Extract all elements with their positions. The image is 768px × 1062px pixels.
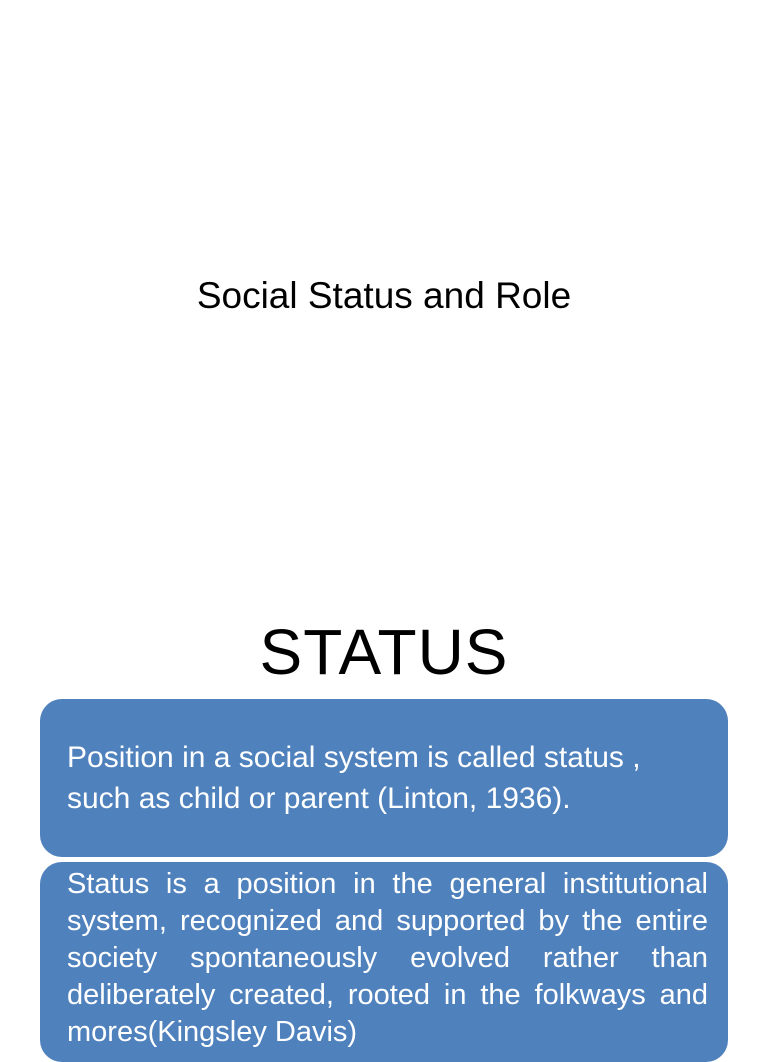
definition-text-davis: Status is a position in the general institutional system, recognized and supported by the entire society spontaneously evolved rather than deliberately created, rooted in the folkways and mores(Kingsley Davis) [67,868,708,1048]
definition-card-linton [40,699,728,857]
section-heading-status: STATUS [259,616,509,688]
definition-card-davis [40,862,728,1062]
definition-text-linton: Position in a social system is called status , such as child or parent (Linton, 1936). [67,741,641,815]
slide-title: Social Status and Role [196,275,572,316]
